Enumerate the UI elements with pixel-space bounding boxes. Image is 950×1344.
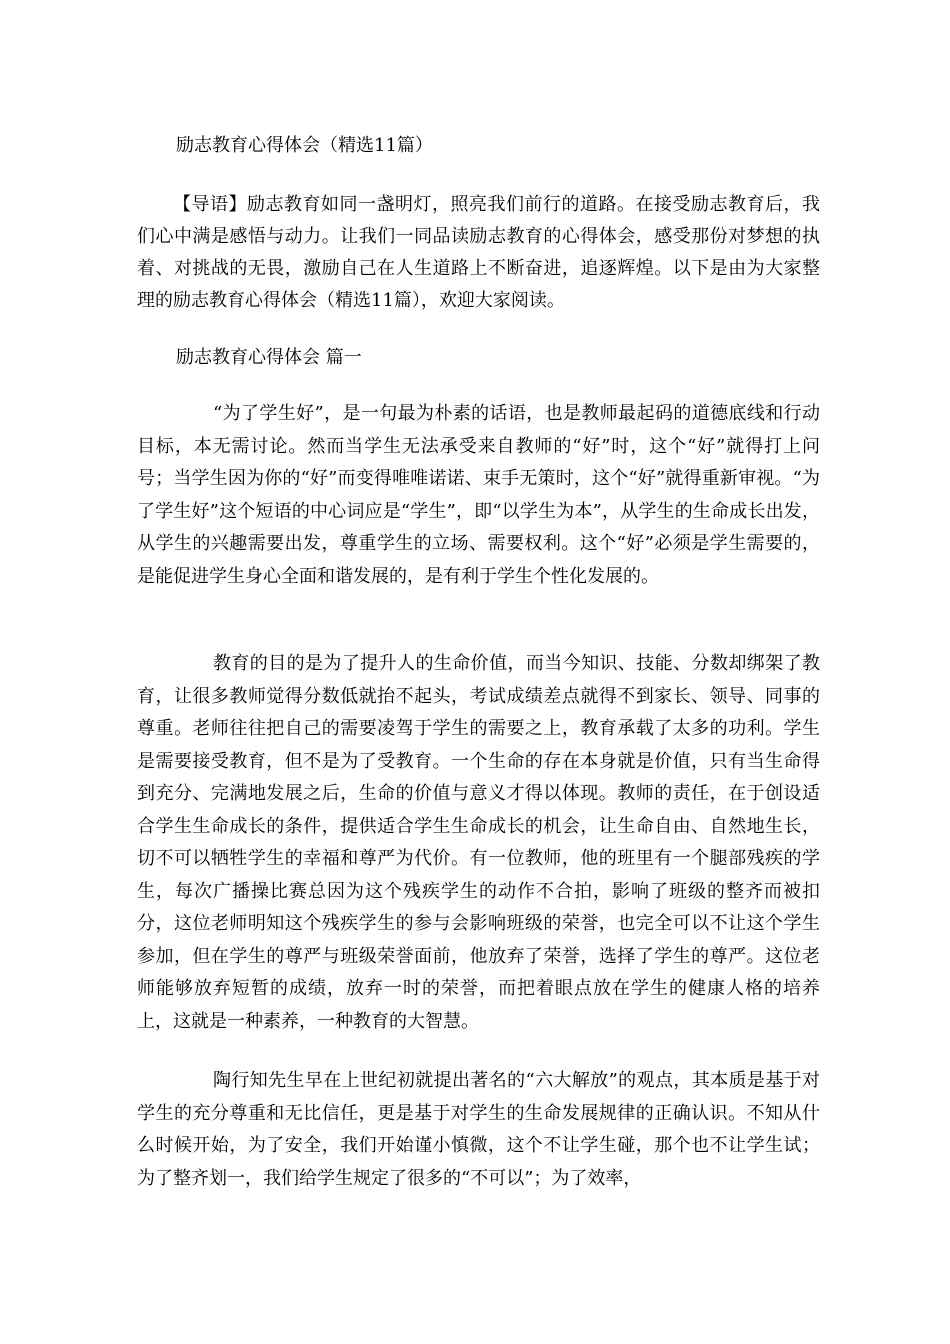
intro-paragraph: 【导语】励志教育如同一盏明灯，照亮我们前行的道路。在接受励志教育后，我们心中满是感悟与动力。让我们一同品读励志教育的心得体会，感受那份对梦想的执着、对挑战的无畏，激励自己在人生道路上不断奋进，追逐辉煌。以下是由为大家整理的励志教育心得体会（精选11篇），欢迎大家阅读。 [137, 194, 820, 311]
section-heading: 励志教育心得体会 篇一 [176, 347, 362, 368]
document-title: 励志教育心得体会（精选11篇） [176, 135, 433, 156]
body-paragraph: “为了学生好”，是一句最为朴素的话语，也是教师最起码的道德底线和行动目标，本无需讨论。然而当学生无法承受来自教师的“好”时，这个“好”就得打上问号；当学生因为你的“好”而变得唯唯诺诺、束手无策时，这个“好”就得重新审视。“为了学生好”这个短语的中心词应是“学生”，即“以学生为本”，从学生的生命成长出发，从学生的兴趣需要出发，尊重学生的立场、需要权利。这个“好”必须是学生需要的，是能促进学生身心全面和谐发展的，是有利于学生个性化发展的。 [137, 403, 820, 587]
body-paragraph: 教育的目的是为了提升人的生命价值，而当今知识、技能、分数却绑架了教育，让很多教师觉得分数低就抬不起头，考试成绩差点就得不到家长、领导、同事的尊重。老师往往把自己的需要凌驾于学生的需要之上，教育承载了太多的功利。学生是需要接受教育，但不是为了受教育。一个生命的存在本身就是价值，只有当生命得到充分、完满地发展之后，生命的价值与意义才得以体现。教师的责任，在于创设适合学生生命成长的条件，提供适合学生生命成长的机会，让生命自由、自然地生长，切不可以牺牲学生的幸福和尊严为代价。有一位教师，他的班里有一个腿部残疾的学生，每次广播操比赛总因为这个残疾学生的动作不合拍，影响了班级的整齐而被扣分，这位老师明知这个残疾学生的参与会影响班级的荣誉，也完全可以不让这个学生参加，但在学生的尊严与班级荣誉面前，他放弃了荣誉，选择了学生的尊严。这位老师能够放弃短暂的成绩，放弃一时的荣誉，而把着眼点放在学生的健康人格的培养上，这就是一种素养，一种教育的大智慧。 [137, 653, 820, 1032]
body-paragraph: 陶行知先生早在上世纪初就提出著名的“六大解放”的观点，其本质是基于对学生的充分尊重和无比信任，更是基于对学生的生命发展规律的正确认识。不知从什么时候开始，为了安全，我们开始谨小慎微，这个不让学生碰，那个也不让学生试；为了整齐划一，我们给学生规定了很多的“不可以”；为了效率， [137, 1070, 820, 1189]
